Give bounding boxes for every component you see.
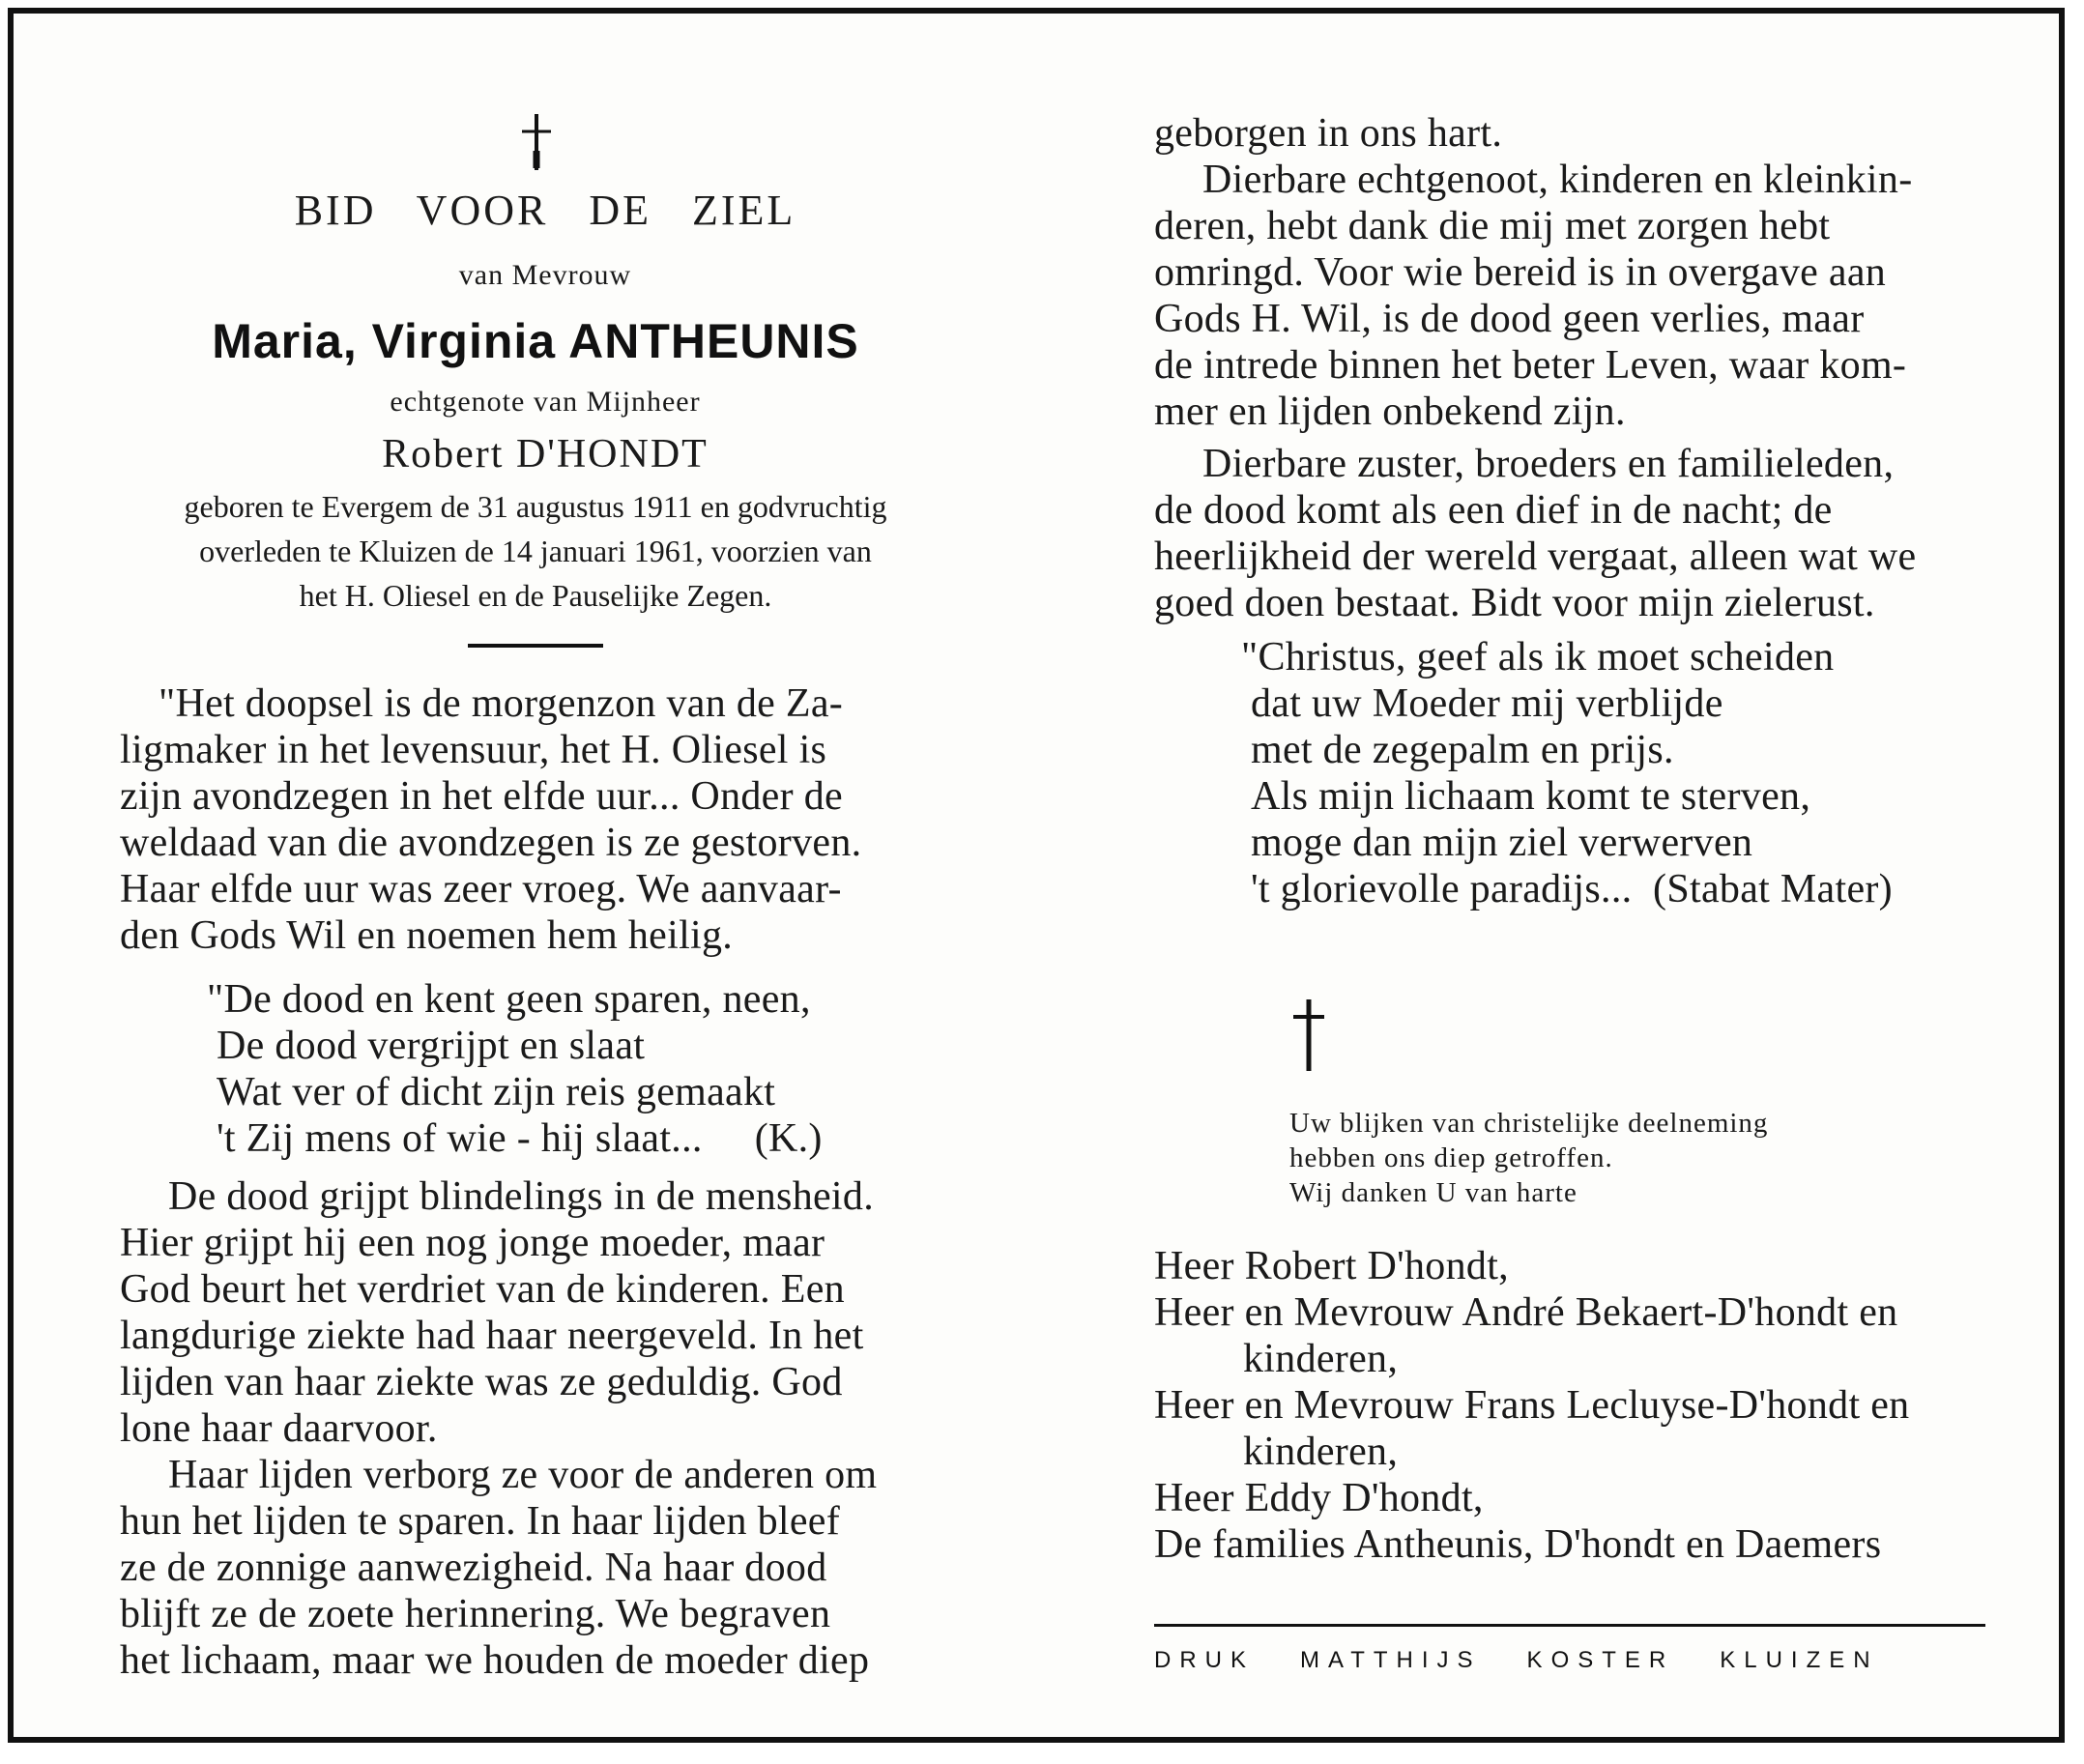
poem2-line: 't glorievolle paradijs... (Stabat Mater) bbox=[1251, 867, 1893, 911]
thanks-line: hebben ons diep getroffen. bbox=[1289, 1142, 1613, 1173]
left-para2-line: lone haar daarvoor. bbox=[120, 1406, 438, 1451]
poem1-line: De dood vergrijpt en slaat bbox=[217, 1024, 646, 1068]
right-para2-line: omringd. Voor wie bereid is in overgave aan bbox=[1154, 250, 1887, 295]
divider bbox=[468, 644, 603, 648]
family-line: Heer Eddy D'hondt, bbox=[1154, 1476, 1484, 1520]
memorial-card bbox=[8, 8, 2065, 1743]
printer-credit: DRUK MATTHIJS KOSTER KLUIZEN bbox=[1154, 1647, 1879, 1673]
poem2-line: "Christus, geef als ik moet scheiden bbox=[1241, 635, 1835, 680]
poem1-line: "De dood en kent geen sparen, neen, bbox=[207, 977, 811, 1022]
left-para1-line: zijn avondzegen in het elfde uur... Onder de bbox=[120, 774, 843, 819]
left-para3-line: het lichaam, maar we houden de moeder diep bbox=[120, 1638, 870, 1683]
prayer-header: BID VOOR DE ZIEL bbox=[294, 187, 796, 234]
thanks-line: Wij danken U van harte bbox=[1289, 1177, 1577, 1208]
cross-icon-top bbox=[512, 112, 561, 174]
right-para2-line: de intrede binnen het beter Leven, waar kom- bbox=[1154, 343, 1907, 388]
left-para1-line: den Gods Wil en noemen hem heilig. bbox=[120, 913, 734, 958]
family-line: Heer en Mevrouw André Bekaert-D'hondt en bbox=[1154, 1290, 1898, 1335]
printer-rule bbox=[1154, 1624, 1985, 1627]
left-para2-line: Hier grijpt hij een nog jonge moeder, maar bbox=[120, 1221, 825, 1265]
left-para1-line: ligmaker in het levensuur, het H. Oliesel is bbox=[120, 728, 827, 772]
poem2-line: dat uw Moeder mij verblijde bbox=[1251, 681, 1723, 726]
left-para3-line: blijft ze de zoete herinnering. We begraven bbox=[120, 1592, 831, 1636]
left-para3-line: ze de zonnige aanwezigheid. Na haar dood bbox=[120, 1546, 827, 1590]
bio-line-3: het H. Oliesel en de Pauselijke Zegen. bbox=[299, 578, 772, 613]
left-para2-line: langdurige ziekte had haar neergeveld. In het bbox=[120, 1314, 864, 1358]
right-para2-line: deren, hebt dank die mij met zorgen hebt bbox=[1154, 204, 1831, 248]
left-para2-line: De dood grijpt blindelings in de mensheid. bbox=[168, 1174, 875, 1219]
thanks-line: Uw blijken van christelijke deelneming bbox=[1289, 1108, 1769, 1139]
right-para2-line: Gods H. Wil, is de dood geen verlies, maar bbox=[1154, 297, 1865, 341]
poem1-line: 't Zij mens of wie - hij slaat... (K.) bbox=[217, 1116, 823, 1161]
left-para2-line: God beurt het verdriet van de kinderen. Een bbox=[120, 1267, 845, 1312]
cross-icon-bottom bbox=[1288, 998, 1330, 1075]
poem2-line: met de zegepalm en prijs. bbox=[1251, 728, 1674, 772]
spouse-label: echtgenote van Mijnheer bbox=[390, 386, 701, 418]
right-para3-line: goed doen bestaat. Bidt voor mijn zielerust. bbox=[1154, 581, 1875, 625]
left-para1-line: Haar elfde uur was zeer vroeg. We aanvaar- bbox=[120, 867, 842, 911]
left-para3-line: hun het lijden te sparen. In haar lijden bleef bbox=[120, 1499, 841, 1544]
family-line: kinderen, bbox=[1243, 1337, 1399, 1381]
right-para1-line: geborgen in ons hart. bbox=[1154, 111, 1503, 156]
right-para2-line: Dierbare echtgenoot, kinderen en kleinkin- bbox=[1202, 158, 1913, 202]
left-para1-line: weldaad van die avondzegen is ze gestorven. bbox=[120, 821, 862, 865]
right-para3-line: de dood komt als een dief in de nacht; de bbox=[1154, 488, 1833, 533]
left-para2-line: lijden van haar ziekte was ze geduldig. God bbox=[120, 1360, 843, 1404]
bio-line-1: geboren te Evergem de 31 augustus 1911 en godvruchtig bbox=[184, 489, 887, 524]
family-line: De families Antheunis, D'hondt en Daemers bbox=[1154, 1522, 1882, 1567]
family-line: Heer Robert D'hondt, bbox=[1154, 1244, 1509, 1288]
spouse-name: Robert D'HONDT bbox=[382, 432, 709, 477]
left-para3-line: Haar lijden verborg ze voor de anderen om bbox=[168, 1453, 878, 1497]
poem2-line: moge dan mijn ziel verwerven bbox=[1251, 821, 1753, 865]
bio-line-2: overleden te Kluizen de 14 januari 1961, voorzien van bbox=[199, 534, 872, 568]
deceased-name: Maria, Virginia ANTHEUNIS bbox=[212, 314, 859, 368]
family-line: kinderen, bbox=[1243, 1430, 1399, 1474]
family-line: Heer en Mevrouw Frans Lecluyse-D'hondt en bbox=[1154, 1383, 1910, 1428]
right-para3-line: Dierbare zuster, broeders en familieleden, bbox=[1202, 442, 1895, 486]
poem1-line: Wat ver of dicht zijn reis gemaakt bbox=[217, 1070, 776, 1114]
left-para1-line: "Het doopsel is de morgenzon van de Za- bbox=[159, 681, 844, 726]
right-para3-line: heerlijkheid der wereld vergaat, alleen wat we bbox=[1154, 535, 1917, 579]
right-para2-line: mer en lijden onbekend zijn. bbox=[1154, 390, 1626, 434]
van-mevrouw: van Mevrouw bbox=[458, 259, 632, 291]
poem2-line: Als mijn lichaam komt te sterven, bbox=[1251, 774, 1811, 819]
